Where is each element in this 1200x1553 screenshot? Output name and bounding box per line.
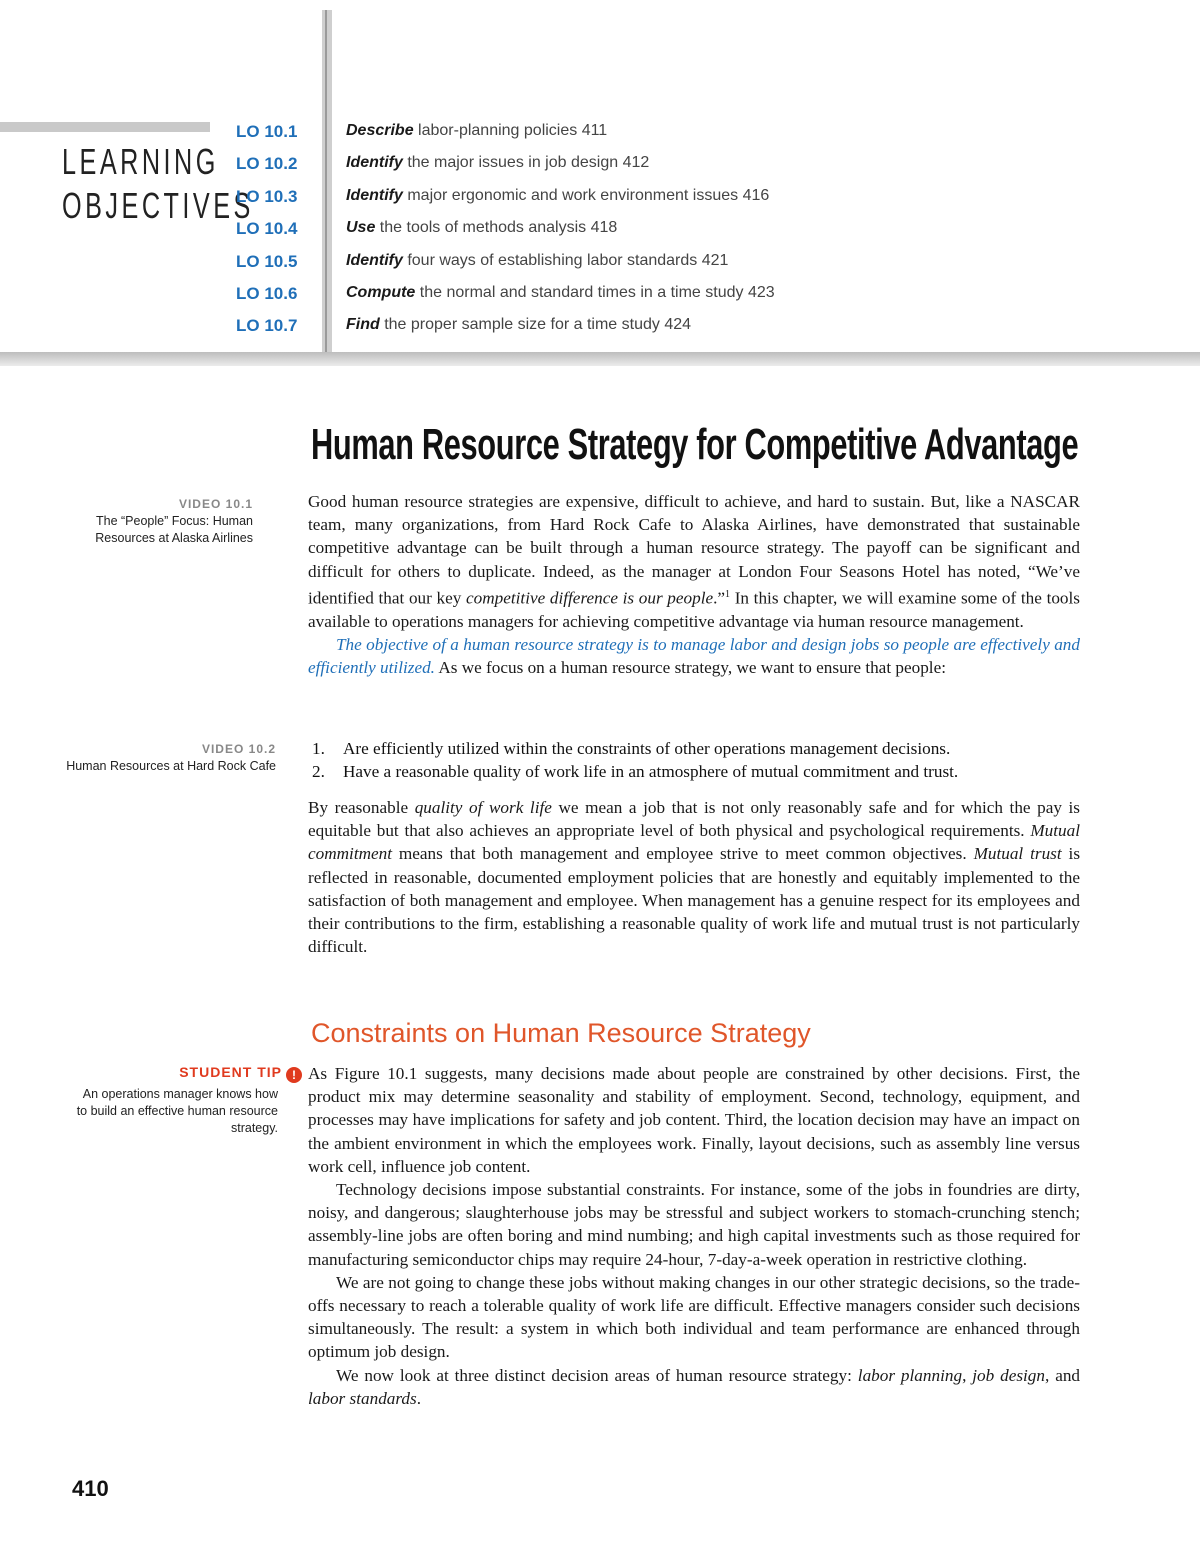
objective-verb: Use xyxy=(346,219,376,236)
paragraph xyxy=(308,633,1080,679)
text-run: .” xyxy=(713,588,726,608)
objective-verb: Identify xyxy=(346,187,403,204)
box-bottom-rule xyxy=(0,352,1200,366)
list-number: 1. xyxy=(312,739,325,758)
tip-line: An operations manager knows how xyxy=(82,1087,278,1101)
constraints-text xyxy=(308,1062,1080,1410)
video-tag: VIDEO 10.2 xyxy=(201,742,276,756)
emphasis: job design xyxy=(972,1365,1045,1385)
numbered-list xyxy=(308,737,1080,783)
objective-text xyxy=(346,187,769,205)
emphasis: labor standards xyxy=(308,1388,417,1408)
heading-line-2: OBJECTIVES xyxy=(62,185,254,226)
tip-line: to build an effective human resource xyxy=(76,1104,278,1118)
tip-line: strategy. xyxy=(230,1121,278,1135)
paragraph xyxy=(308,1364,1080,1410)
objective-desc: the normal and standard times in a time study 423 xyxy=(415,284,775,301)
emphasis: Mutual trust xyxy=(973,844,1062,864)
text-run: we mean a job that is not only reasonably safe and for which the pay is equitable but that also achieves an appropriate level of both physical and psychological requirements. xyxy=(308,798,1080,841)
tip-tag: STUDENT TIP xyxy=(179,1064,282,1080)
objective-text xyxy=(346,284,775,302)
vertical-divider-inner xyxy=(325,10,327,355)
objective-verb: Find xyxy=(346,316,380,333)
objective-verb: Compute xyxy=(346,284,416,301)
key-definition: The objective of a human resource strategy is to manage labor and design jobs so people are effectively and efficiently utilized. xyxy=(308,634,1080,678)
paragraph: We are not going to change these jobs without making changes in our other strategic decisions, so the trade-offs necessary to reach a tolerable quality of work life are difficult. Effective managers consider such decisions simultaneously. The result: a system in which both individual and team performance are enhanced through optimum job design. xyxy=(308,1272,1080,1362)
page-number: 410 xyxy=(72,1476,109,1501)
exclamation-icon: ! xyxy=(286,1067,302,1083)
subsection-title: Constraints on Human Resource Strategy xyxy=(311,1018,811,1048)
text-run: We now look at three distinct decision areas of human resource strategy: xyxy=(336,1365,858,1385)
intro-text xyxy=(308,490,1080,679)
footnote-ref[interactable]: 1 xyxy=(725,588,731,600)
objective-text xyxy=(346,219,617,237)
list-item xyxy=(308,737,1080,760)
student-tip xyxy=(20,1064,302,1137)
objective-code: LO 10.1 xyxy=(236,122,298,141)
paragraph: Technology decisions impose substantial constraints. For instance, some of the jobs in foundries are dirty, noisy, and dangerous; slaughterhouse jobs may be stressful and subject workers to stomach-crunching stench; assembly-line jobs are often boring and mind numbing; and high capital investments such as those required for manufacturing semiconductor chips may require 24-hour, 7-day-a-week operation in restrictive clothing. xyxy=(308,1180,1080,1269)
learning-objectives-heading xyxy=(62,140,254,228)
objective-verb: Identify xyxy=(346,154,403,171)
list-text: Are efficiently utilized within the constraints of other operations management decisions. xyxy=(343,739,951,758)
objective-verb: Identify xyxy=(346,252,403,269)
objective-code: LO 10.2 xyxy=(236,154,298,173)
objective-code: LO 10.3 xyxy=(236,187,298,206)
list-item xyxy=(308,760,1080,783)
list-text: Have a reasonable quality of work life in an atmosphere of mutual commitment and trust. xyxy=(343,762,959,782)
text-run: , and xyxy=(1045,1365,1081,1385)
objective-verb: Describe xyxy=(346,122,414,139)
objective-desc: the tools of methods analysis 418 xyxy=(375,219,618,236)
objective-text xyxy=(346,154,649,172)
video-note-1[interactable] xyxy=(20,496,253,547)
objective-text xyxy=(346,122,607,140)
text-run: Good human resource strategies are expensive, difficult to achieve, and hard to sustain. But, like a NASCAR team, many organizations, from Hard Rock Cafe to Alaska Airlines, have demonstrated that sustainable competitive advantage can be built through a human resource strategy. The payoff can be significant and difficult for others to duplicate. Indeed, as the manager at London Four Seasons Hotel has noted, “We’ve identified that our key xyxy=(308,492,1080,608)
text-run: . xyxy=(416,1388,422,1408)
objective-code: LO 10.6 xyxy=(236,284,298,303)
video-tag: VIDEO 10.1 xyxy=(178,497,253,511)
header-rule xyxy=(0,122,210,132)
text-run: By reasonable xyxy=(308,798,415,817)
video-caption: Human Resources at Hard Rock Cafe xyxy=(66,759,276,773)
text-run: is reflected in reasonable, documented employment policies that are honestly and equitably implemented to the satisfaction of both management and employee. When management has a genuine respect for its employees and their contributions to the firm, establishing a reasonable quality of work life and mutual trust is not particularly difficult. xyxy=(308,844,1081,957)
paragraph: As Figure 10.1 suggests, many decisions made about people are constrained by other decisions. First, the product mix may determine seasonality and stability of employment. Second, technology, equipment, and processes may have implications for safety and job content. Third, the location decision may have an impact on the ambient environment in which the employees work. Finally, layout decisions, such as assembly line versus work cell, influence job content. xyxy=(308,1064,1080,1176)
objective-code: LO 10.5 xyxy=(236,252,298,271)
tip-header xyxy=(20,1064,302,1083)
list-number: 2. xyxy=(312,762,325,782)
text-run: means that both management and employee strive to meet common objectives. xyxy=(392,844,974,864)
text-run: As we focus on a human resource strategy, we want to ensure that people: xyxy=(434,658,946,678)
video-caption: Resources at Alaska Airlines xyxy=(95,531,253,545)
emphasis: competitive difference is our people xyxy=(466,588,714,608)
vertical-divider xyxy=(322,10,332,355)
paragraph xyxy=(308,796,1080,958)
text-run: , xyxy=(962,1365,973,1385)
paragraph xyxy=(308,490,1080,633)
objective-desc: labor-planning policies 411 xyxy=(413,122,608,139)
objective-text xyxy=(346,316,691,334)
emphasis: quality of work life xyxy=(414,798,552,817)
video-caption: The “People” Focus: Human xyxy=(95,514,253,528)
quality-paragraph xyxy=(308,796,1080,958)
learning-objectives-box xyxy=(0,0,1200,365)
objective-code: LO 10.4 xyxy=(236,219,298,238)
objective-desc: the major issues in job design 412 xyxy=(402,154,650,171)
tip-text xyxy=(20,1086,302,1137)
emphasis: Mutual commitment xyxy=(308,821,1080,864)
text-run: In this chapter, we will examine some of the tools available to operations managers for achieving competitive advantage via human resource management. xyxy=(308,588,1080,631)
objective-text xyxy=(346,252,728,270)
objective-desc: major ergonomic and work environment issues 416 xyxy=(402,187,770,204)
section-title: Human Resource Strategy for Competitive Advantage xyxy=(311,420,1079,469)
heading-line-1: LEARNING xyxy=(62,141,219,182)
objective-desc: the proper sample size for a time study 424 xyxy=(379,316,692,333)
objective-desc: four ways of establishing labor standards 421 xyxy=(402,252,729,269)
video-note-2[interactable] xyxy=(20,741,276,775)
objective-code: LO 10.7 xyxy=(236,316,298,335)
emphasis: labor planning xyxy=(857,1365,963,1385)
